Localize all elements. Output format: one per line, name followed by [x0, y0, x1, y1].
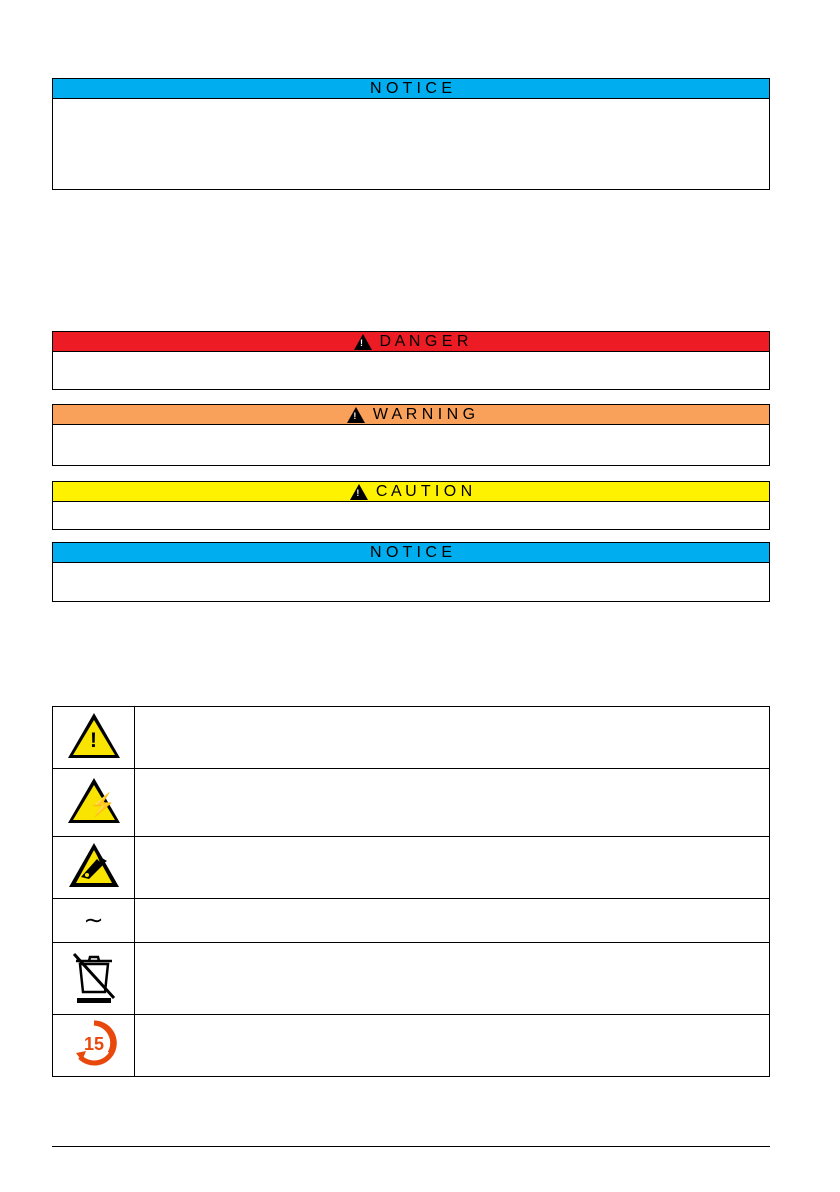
electrostatic-discharge-icon [67, 841, 121, 889]
symbol-cell [53, 707, 135, 769]
notice-box-danger [52, 331, 770, 390]
electrical-hazard-icon: ⚡ [68, 778, 120, 823]
notice-box-notice [52, 542, 770, 602]
alternating-current-icon: ∼ [83, 906, 104, 934]
symbol-description [135, 707, 770, 769]
notice-header-notice [53, 543, 769, 563]
notice-body-caution [53, 502, 769, 514]
table-row [53, 837, 770, 899]
weee-waste-bin-icon [68, 948, 120, 1004]
notice-header-label-warning: W A R N I N G [372, 405, 476, 423]
notice-header-label-notice: N O T I C E [369, 543, 453, 561]
svg-text:15: 15 [83, 1034, 104, 1054]
notice-box-caution [52, 481, 770, 530]
symbol-table [52, 706, 770, 1077]
symbol-cell [53, 837, 135, 899]
symbol-description [135, 837, 770, 899]
notice-box-warning [52, 404, 770, 466]
notice-body-danger [53, 352, 769, 364]
symbol-cell [53, 899, 135, 943]
table-row [53, 899, 770, 943]
notice-body-top [53, 99, 769, 111]
footer-divider [52, 1146, 770, 1147]
notice-body-warning [53, 425, 769, 437]
symbol-description [135, 769, 770, 837]
notice-header-label: N O T I C E [369, 79, 453, 97]
notice-box-top [52, 78, 770, 190]
symbol-description [135, 943, 770, 1015]
notice-header-label-caution: C A U T I O N [375, 482, 473, 500]
notice-header-danger [53, 332, 769, 352]
table-row [53, 1015, 770, 1077]
table-row [53, 943, 770, 1015]
table-row [53, 769, 770, 837]
notice-header-warning [53, 405, 769, 425]
warning-triangle-icon [354, 334, 372, 350]
symbol-cell [53, 769, 135, 837]
table-row [53, 707, 770, 769]
symbol-description [135, 899, 770, 943]
warning-triangle-icon [350, 484, 368, 500]
notice-body-notice [53, 563, 769, 575]
symbol-description [135, 1015, 770, 1077]
notice-header-top [53, 79, 769, 99]
notice-header-caution [53, 482, 769, 502]
china-rohs-15-icon [70, 1019, 118, 1067]
symbol-cell [53, 943, 135, 1015]
symbol-cell [53, 1015, 135, 1077]
general-warning-icon: ! [68, 713, 120, 758]
notice-header-label-danger: D A N G E R [379, 332, 469, 350]
warning-triangle-icon [347, 407, 365, 423]
